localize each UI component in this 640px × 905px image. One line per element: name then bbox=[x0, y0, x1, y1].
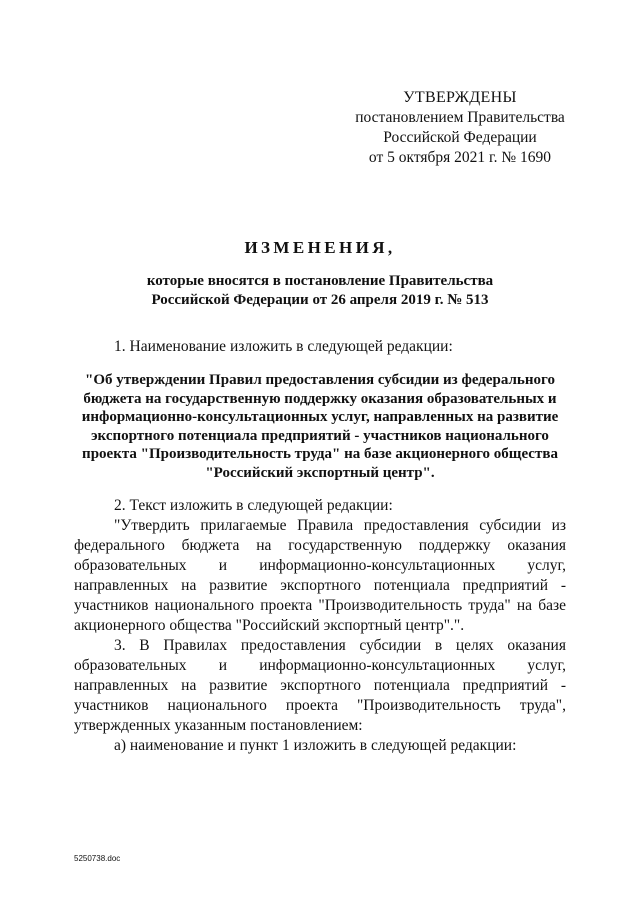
new-title-quote: "Об утверждении Правил предоставления субсидии из федерального бюджета на государственную поддержку оказания образовательных и информационно-консультационных услуг, направленных на развитие экспортного потенциала предприятий - участников национального проекта "Производительность труда" на базе акционерного общества "Российский экспортный центр". bbox=[81, 372, 559, 481]
item-2-text: "Утвердить прилагаемые Правила предоставления субсидии из федерального бюджета на государственную поддержку оказания образовательных и информационно-консультационных услуг, направленных на развитие экспортного потенциала предприятий - участников национального проекта "Производительность труда" на базе акционерного общества "Российский экспортный центр".". bbox=[74, 517, 566, 634]
item-1: 1. Наименование изложить в следующей редакции: bbox=[114, 338, 453, 355]
approval-stamp bbox=[340, 88, 580, 168]
approval-line-2: Российской Федерации bbox=[383, 129, 537, 146]
item-3a: а) наименование и пункт 1 изложить в следующей редакции: bbox=[114, 737, 517, 754]
item-2-intro: 2. Текст изложить в следующей редакции: bbox=[114, 497, 393, 514]
approval-line-3: от 5 октября 2021 г. № 1690 bbox=[368, 149, 552, 166]
approval-heading: УТВЕРЖДЕНЫ bbox=[403, 89, 517, 106]
subtitle-line-1: которые вносятся в постановление Правительства bbox=[146, 273, 494, 289]
document-file-number: 5250738.doc bbox=[74, 854, 121, 863]
approval-line-1: постановлением Правительства bbox=[355, 109, 565, 126]
item-3: 3. В Правилах предоставления субсидии в целях оказания образовательных и информационно-консультационных услуг, направленных на развитие экспортного потенциала предприятий - участников национального проекта "Производительность труда", утвержденных указанным постановлением: bbox=[74, 637, 566, 734]
document-body bbox=[74, 337, 566, 756]
document-title bbox=[60, 236, 580, 310]
title-subtitle bbox=[60, 272, 580, 310]
title-main: ИЗМЕНЕНИЯ, bbox=[244, 238, 396, 257]
subtitle-line-2: Российской Федерации от 26 апреля 2019 г. № 513 bbox=[151, 292, 489, 308]
